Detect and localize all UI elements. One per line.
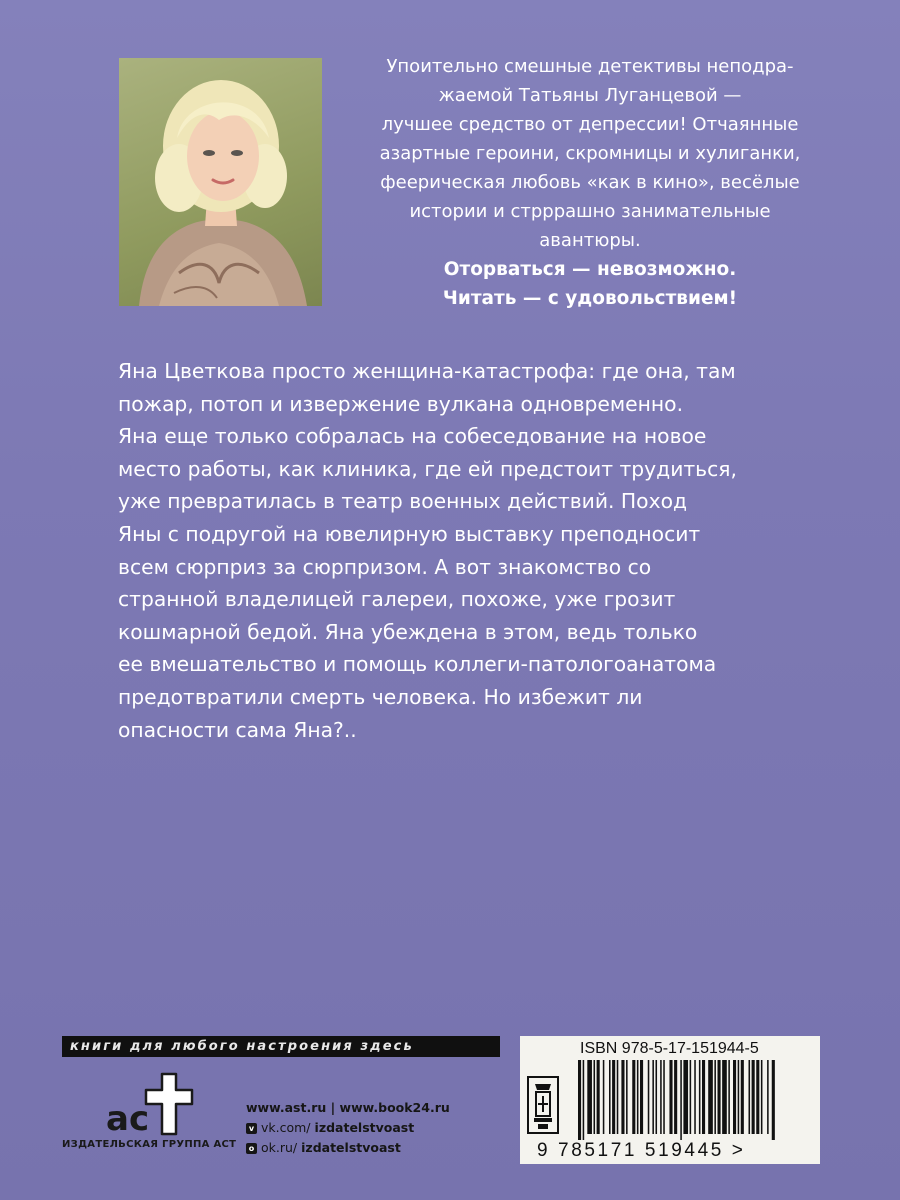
blurb-line: феерическая любовь «как в кино», весёлые	[380, 172, 800, 193]
barcode-bar	[637, 1060, 639, 1134]
barcode-bar	[617, 1060, 619, 1134]
description-line: пожар, потоп и извержение вулкана одновременно.	[118, 391, 684, 416]
barcode-bar	[603, 1060, 605, 1134]
barcode-bar	[772, 1060, 775, 1140]
vk-prefix[interactable]: vk.com/	[261, 1120, 311, 1135]
description-line: место работы, как клиника, где ей предстоит трудиться,	[118, 456, 737, 481]
barcode-bar	[767, 1060, 769, 1134]
blurb-line: жаемой Татьяны Луганцевой —	[438, 85, 742, 106]
vk-link[interactable]	[246, 1118, 516, 1138]
description-line: опасности сама Яна?..	[118, 717, 357, 742]
barcode	[576, 1060, 806, 1140]
barcode-bar	[733, 1060, 736, 1134]
barcode-bar	[714, 1060, 716, 1134]
barcode-bar	[652, 1060, 654, 1134]
barcode-bar	[597, 1060, 600, 1134]
barcode-bar	[680, 1060, 682, 1140]
author-photo	[119, 58, 322, 306]
barcode-bar	[690, 1060, 692, 1134]
barcode-bar	[587, 1060, 592, 1134]
tagline-bar: книги для любого настроения здесь	[62, 1036, 500, 1057]
barcode-bar	[632, 1060, 635, 1134]
barcode-bar	[722, 1060, 727, 1134]
barcode-bar	[656, 1060, 658, 1134]
logo-text: ac	[106, 1099, 150, 1138]
barcode-bar	[741, 1060, 744, 1134]
barcode-bar	[578, 1060, 581, 1140]
barcode-bar	[756, 1060, 759, 1134]
age-rating-icon	[527, 1076, 559, 1134]
blurb-bold-line: Читать — с удовольствием!	[442, 288, 738, 309]
description-line: Яны с подругой на ювелирную выставку преподносит	[118, 521, 701, 546]
description-line: ее вмешательство и помощь коллеги-патологоанатома	[118, 652, 717, 677]
barcode-bar	[640, 1060, 643, 1134]
blurb-line: истории и стрррашно занимательные	[409, 201, 771, 222]
blurb-line: азартные героини, скромницы и хулиганки,	[379, 143, 801, 164]
barcode-bar	[728, 1060, 730, 1134]
barcode-bar	[699, 1060, 701, 1134]
barcode-bar	[752, 1060, 755, 1134]
barcode-bar	[609, 1060, 611, 1134]
description-line: уже превратилась в театр военных действий. Поход	[118, 489, 688, 514]
description-line: странной владелицей галереи, похоже, уже грозит	[118, 587, 676, 612]
barcode-bar	[749, 1060, 751, 1134]
barcode-bar	[612, 1060, 615, 1134]
barcode-bar	[663, 1060, 665, 1134]
barcode-bar	[761, 1060, 763, 1134]
ean-digits: 9 785171 519445 >	[537, 1140, 746, 1161]
barcode-bar	[648, 1060, 650, 1134]
barcode-bar	[702, 1060, 705, 1134]
description-line: всем сюрприз за сюрпризом. А вот знакомство со	[118, 554, 652, 579]
web-links[interactable]	[246, 1098, 516, 1118]
isbn-label: ISBN 978-5-17-151944-5	[580, 1040, 759, 1057]
publisher-caption: ИЗДАТЕЛЬСКАЯ ГРУППА АСТ	[62, 1139, 237, 1150]
barcode-bar	[669, 1060, 672, 1134]
barcode-bar	[660, 1060, 662, 1134]
publisher-links	[246, 1098, 516, 1158]
vk-icon: v	[246, 1123, 257, 1134]
blurb-line: Упоительно смешные детективы неподра-	[386, 56, 794, 77]
ok-handle[interactable]: izdatelstvoast	[301, 1140, 401, 1155]
barcode-bar	[583, 1060, 585, 1140]
description-line: Яна Цветкова просто женщина-катастрофа: где она, там	[118, 359, 736, 383]
barcode-bar	[594, 1060, 596, 1134]
barcode-bar	[694, 1060, 696, 1134]
blurb	[340, 52, 840, 313]
barcode-bar	[738, 1060, 740, 1134]
barcode-bar	[621, 1060, 624, 1134]
web-links-text[interactable]: www.ast.ru | www.book24.ru	[246, 1100, 450, 1115]
barcode-bar	[683, 1060, 688, 1134]
description-line: Яна еще только собралась на собеседование на новое	[118, 424, 707, 449]
vk-handle[interactable]: izdatelstvoast	[314, 1120, 415, 1135]
blurb-line: авантюры.	[539, 230, 641, 251]
blurb-bold-line: Оторваться — невозможно.	[443, 259, 737, 280]
description-line: кошмарной бедой. Яна убеждена в этом, ведь только	[118, 619, 698, 644]
barcode-bar	[626, 1060, 628, 1134]
ok-prefix[interactable]: ok.ru/	[261, 1140, 298, 1155]
ok-link[interactable]	[246, 1138, 516, 1158]
blurb-line: лучшее средство от депрессии! Отчаянные	[381, 114, 799, 135]
description	[118, 355, 858, 746]
barcode-bar	[708, 1060, 713, 1134]
barcode-bar	[674, 1060, 677, 1134]
ok-icon: o	[246, 1143, 257, 1154]
description-line: предотвратили смерть человека. Но избежит ли	[118, 684, 643, 709]
barcode-bar	[718, 1060, 721, 1134]
